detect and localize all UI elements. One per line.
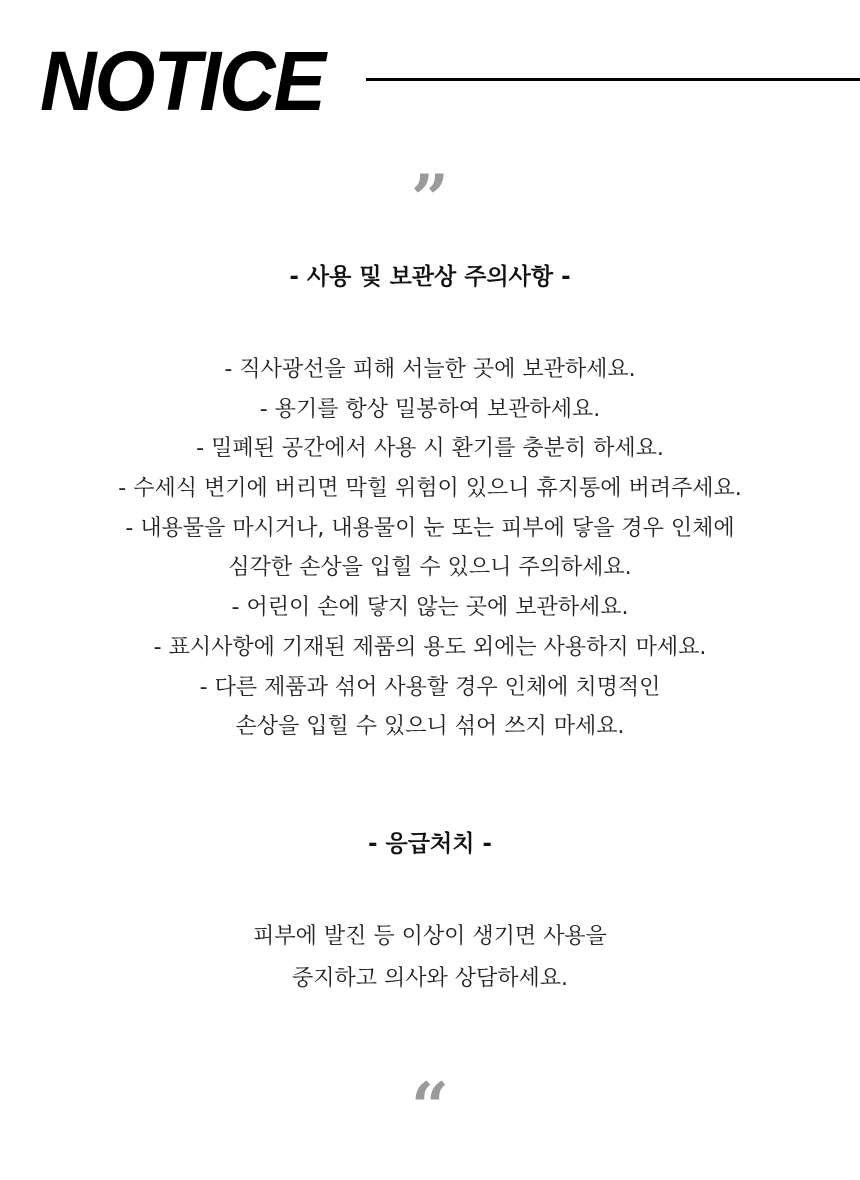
precaution-line: - 다른 제품과 섞어 사용할 경우 인체에 치명적인: [199, 674, 661, 700]
precaution-line: - 표시사항에 기재된 제품의 용도 외에는 사용하지 마세요.: [153, 634, 707, 660]
precaution-line: 심각한 손상을 입힐 수 있으니 주의하세요.: [228, 555, 632, 581]
notice-header: [0, 0, 860, 140]
notice-title: NOTICE: [40, 34, 324, 128]
first-aid-heading: - 응급처치 -: [368, 831, 492, 857]
opening-quote-icon: “: [411, 1068, 449, 1146]
precaution-line: 손상을 입힐 수 있으니 섞어 쓰지 마세요.: [235, 714, 625, 740]
first-aid-line: 중지하고 의사와 상담하세요.: [291, 966, 568, 991]
precaution-line: - 직사광선을 피해 서늘한 곳에 보관하세요.: [224, 357, 636, 382]
closing-quote-icon: ”: [411, 160, 449, 238]
precaution-line: - 어린이 손에 닿지 않는 곳에 보관하세요.: [231, 595, 629, 621]
first-aid-line: 피부에 발진 등 이상이 생기면 사용을: [253, 924, 607, 949]
first-aid-list: [0, 916, 860, 1000]
precaution-line: - 밀폐된 공간에서 사용 시 환기를 충분히 하세요.: [196, 436, 664, 462]
precaution-line: - 용기를 항상 밀봉하여 보관하세요.: [259, 396, 601, 422]
precaution-line: - 내용물을 마시거나, 내용물이 눈 또는 피부에 닿을 경우 인체에: [125, 515, 735, 541]
precaution-line: - 수세식 변기에 버리면 막힐 위험이 있으니 휴지통에 버려주세요.: [118, 476, 742, 502]
header-divider: [366, 78, 860, 81]
precautions-list: [0, 350, 860, 747]
precautions-heading: - 사용 및 보관상 주의사항 -: [289, 264, 571, 290]
